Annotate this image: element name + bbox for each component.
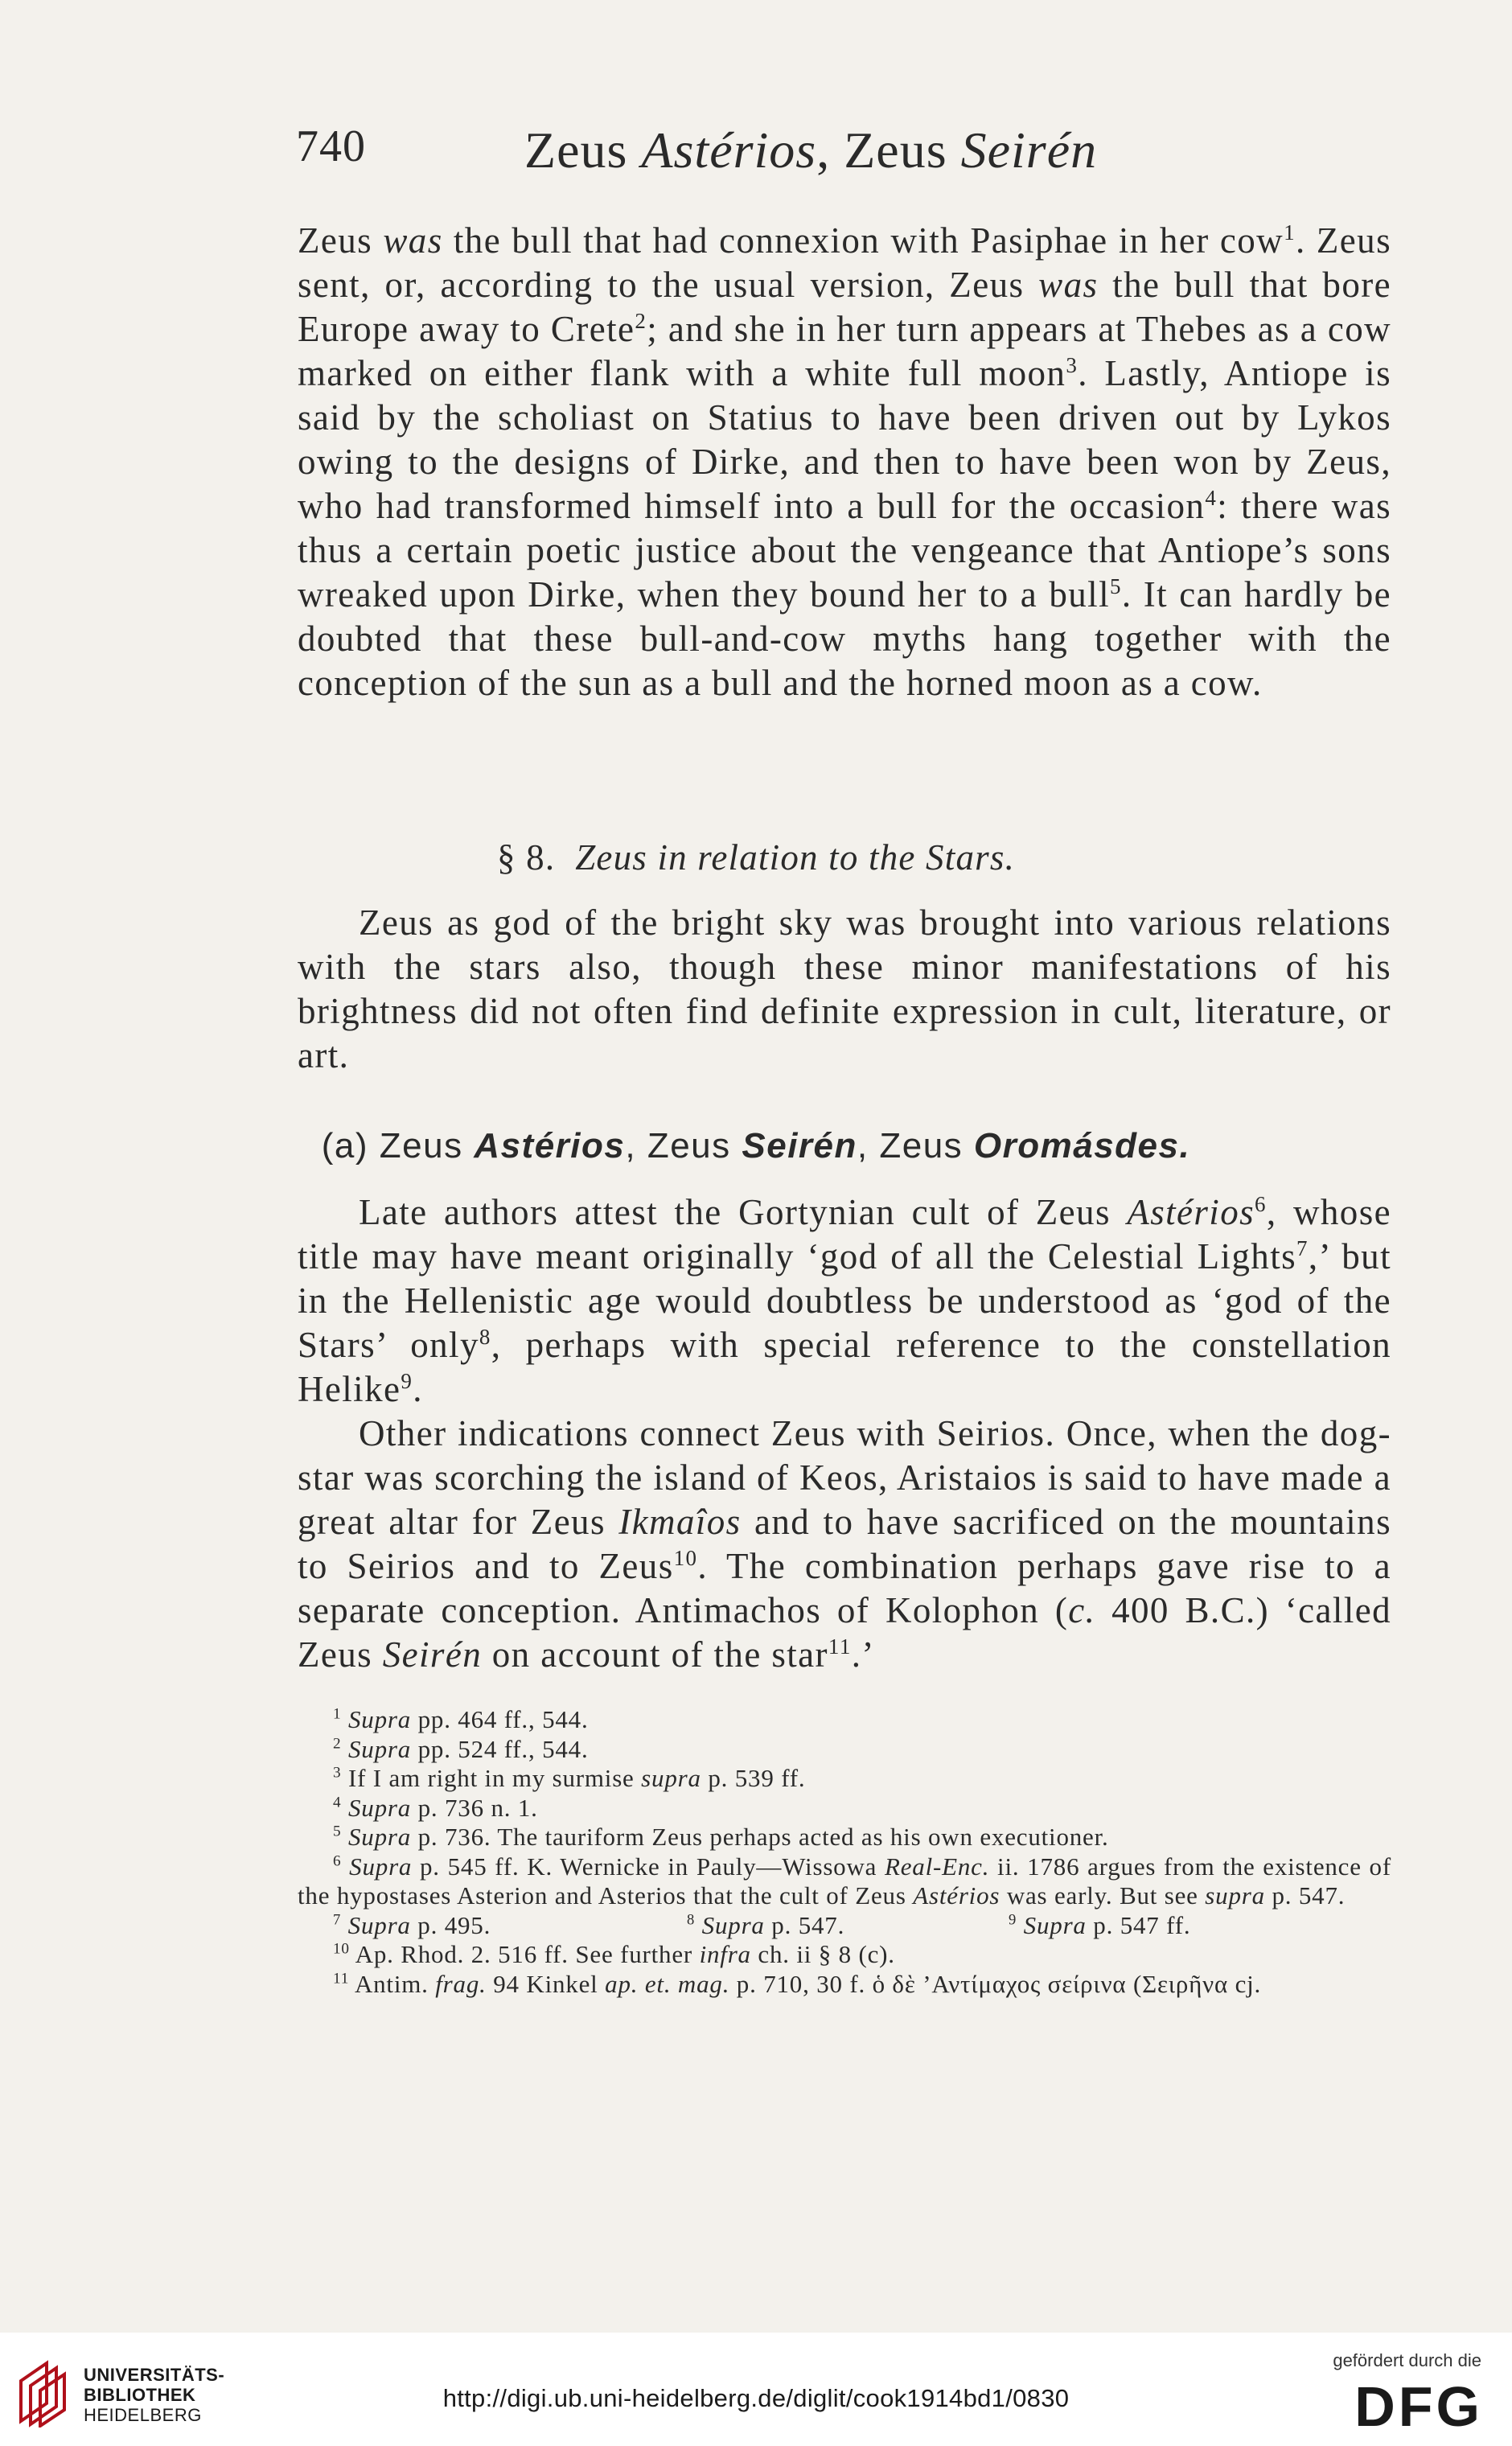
- paragraph-2: Zeus as god of the bright sky was brought into various relations with the stars also, though these minor manifestations of his brightness did not often find definite expression in cult, literature, or art.: [298, 902, 1391, 1075]
- funding-note: gefördert durch die: [1333, 2350, 1481, 2370]
- subsection-heading: (a) Zeus Astérios, Zeus Seirén, Zeus Oromásdes.: [321, 1126, 1191, 1165]
- page-number: 740: [296, 121, 366, 171]
- footnote: $^8$ Supra p. 547.: [687, 1910, 845, 1939]
- library-name: UNIVERSITÄTS- BIBLIOTHEK HEIDELBERG: [84, 2365, 225, 2425]
- footnote: $^{10}$ Ap. Rhod. 2. 516 ff. See further infra ch. ii § 8 (c).: [333, 1940, 895, 1968]
- footnote: $^3$ If I am right in my surmise supra p. 539 ff.: [333, 1764, 806, 1792]
- footnote: $^7$ Supra p. 495.: [333, 1910, 491, 1939]
- section-heading: § 8. Zeus in relation to the Stars.: [496, 837, 1016, 878]
- digitization-footer: [0, 2333, 1512, 2446]
- footnote: $^{11}$ Antim. frag. 94 Kinkel ap. et. mag. p. 710, 30 f. ὁ δὲ ’Αντίμαχος σείρινα (Σειρῆνα cj.: [333, 1969, 1262, 1998]
- footnote-row: [298, 1911, 1391, 1941]
- paragraph-3: Late authors attest the Gortynian cult of Zeus Astérios$^6$, whose title may have meant originally ‘god of all the Celestial Lights$^7$,’ but in the Hellenistic age would doubtless be understood as ‘god of the Stars’ only$^8$, perhaps with special reference to the constellation Helike$^9$.: [298, 1192, 1391, 1409]
- footnote: $^2$ Supra pp. 524 ff., 544.: [333, 1734, 589, 1763]
- paragraph-1: Zeus was the bull that had connexion with Pasiphae in her cow$^1$. Zeus sent, or, according to the usual version, Zeus was the bull that bore Europe away to Crete$^2$; and she in her turn appears at Thebes as a cow marked on either flank with a white full moon$^3$. Lastly, Antiope is said by the scholiast on Statius to have been driven out by Lykos owing to the designs of Dirke, and then to have been won by Zeus, who had transformed himself into a bull for the occasion$^4$: there was thus a certain poetic justice about the vengeance that Antiope’s sons wreaked upon Dirke, when they bound her to a bull$^5$. It can hardly be doubted that these bull-and-cow myths hang together with the conception of the sun as a bull and the horned moon as a cow.: [298, 220, 1391, 703]
- footnote: $^6$ Supra p. 545 ff. K. Wernicke in Pauly—Wissowa Real-Enc. ii. 1786 argues from the existence of the hypostases Asterion and Asterios that the cult of Zeus Astérios was early. But see supra p. 547.: [298, 1852, 1391, 1910]
- paragraph-4: Other indications connect Zeus with Seirios. Once, when the dog-star was scorching the island of Keos, Aristaios is said to have made a great altar for Zeus Ikmaîos and to have sacrificed on the mountains to Seirios and to Zeus$^{10}$. The combination perhaps gave rise to a separate conception. Antimachos of Kolophon (c. 400 B.C.) ‘called Zeus Seirén on account of the star$^{11}$.’: [298, 1413, 1391, 1675]
- footnotes: [298, 1705, 1391, 1999]
- footnote: $^9$ Supra p. 547 ff.: [1009, 1910, 1191, 1939]
- permalink-url[interactable]: http://digi.ub.uni-heidelberg.de/diglit/cook1914bd1/0830: [442, 2384, 1070, 2412]
- footnote: $^4$ Supra p. 736 n. 1.: [333, 1793, 538, 1822]
- running-header: [0, 121, 1512, 193]
- dfg-logo: DFG: [1354, 2375, 1483, 2438]
- footnote: $^1$ Supra pp. 464 ff., 544.: [333, 1705, 589, 1733]
- footnote: $^5$ Supra p. 736. The tauriform Zeus perhaps acted as his own executioner.: [333, 1823, 1109, 1851]
- running-title: Zeus Astérios, Zeus Seirén: [524, 121, 1098, 179]
